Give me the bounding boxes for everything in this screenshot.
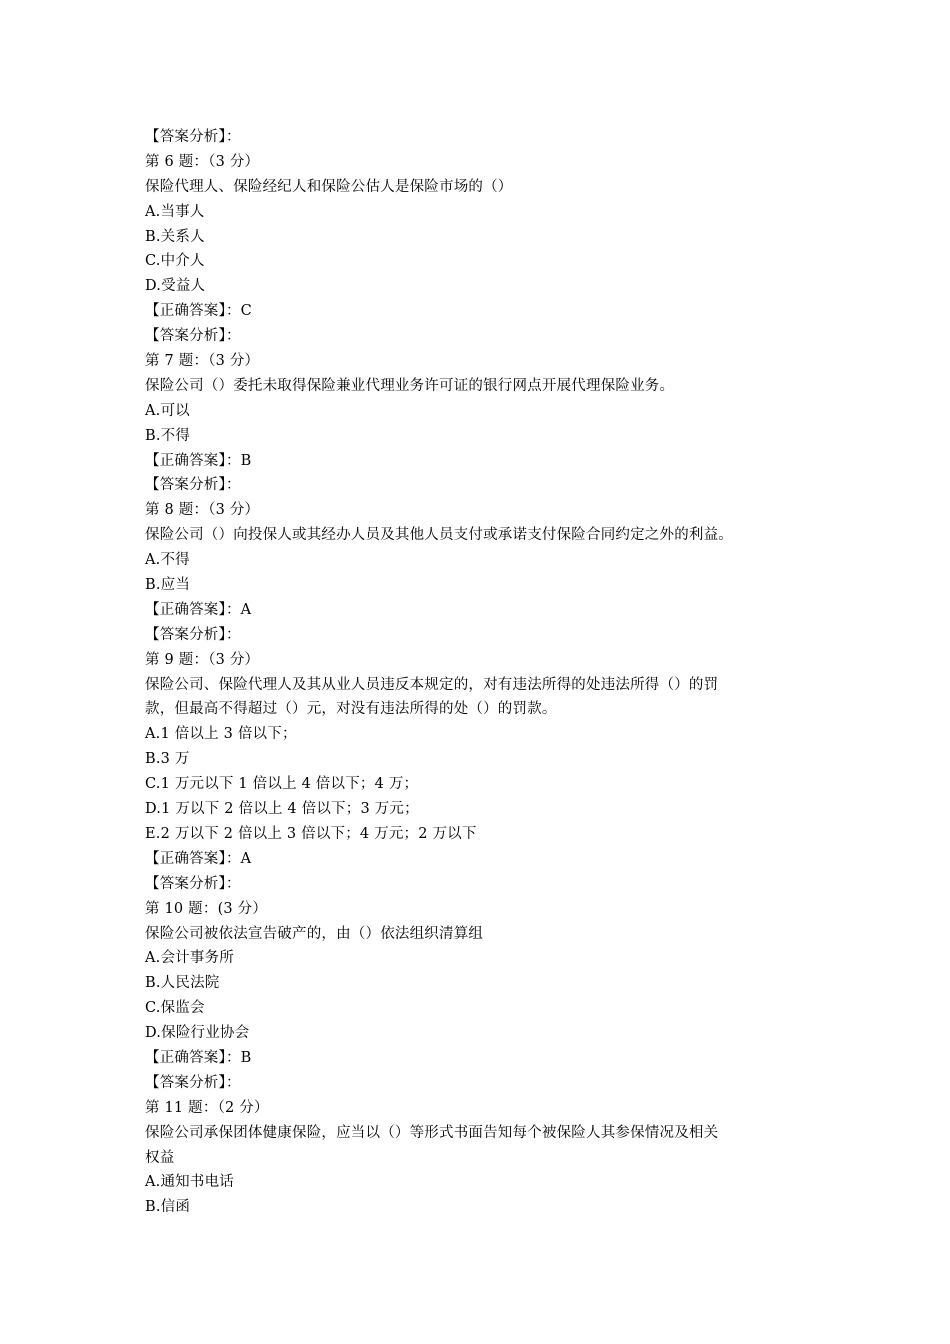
- question-text: 保险公司（）向投保人或其经办人员及其他人员支付或承诺支付保险合同约定之外的利益。: [145, 527, 733, 544]
- answer-analysis-label: 【答案分析】：: [145, 626, 241, 643]
- question-header: 第 8 题：（3 分）: [145, 502, 260, 519]
- option-item: B.应当: [145, 577, 191, 594]
- option-item: A.1 倍以上 3 倍以下；: [145, 726, 297, 743]
- option-item: B.3 万: [145, 751, 190, 768]
- question-header: 第 7 题：（3 分）: [145, 353, 260, 370]
- question-text: 保险公司、保险代理人及其从业人员违反本规定的，对有违法所得的处违法所得（）的罚: [145, 676, 719, 693]
- question-header: 第 11 题：（2 分）: [145, 1099, 269, 1116]
- correct-answer: 【正确答案】：A: [145, 850, 252, 867]
- option-item: B.信函: [145, 1199, 191, 1216]
- option-item: C.中介人: [145, 253, 205, 270]
- option-item: A.当事人: [145, 203, 205, 220]
- correct-answer: 【正确答案】：B: [145, 452, 252, 469]
- option-item: B.关系人: [145, 228, 205, 245]
- option-item: C.保监会: [145, 1000, 205, 1017]
- answer-analysis-label: 【答案分析】：: [145, 129, 241, 145]
- option-item: D.1 万以下 2 倍以上 4 倍以下；3 万元；: [145, 801, 419, 818]
- answer-analysis-label: 【答案分析】：: [145, 1074, 241, 1091]
- question-text: 保险公司被依法宣告破产的，由（）依法组织清算组: [145, 925, 484, 942]
- question-text: 保险公司（）委托未取得保险兼业代理业务许可证的银行网点开展代理保险业务。: [145, 377, 675, 394]
- option-item: A.不得: [145, 552, 190, 569]
- document-body: [145, 125, 817, 1220]
- question-header: 第 9 题：（3 分）: [145, 651, 260, 668]
- option-item: E.2 万以下 2 倍以上 3 倍以下；4 万元；2 万以下: [145, 825, 477, 842]
- answer-analysis-label: 【答案分析】：: [145, 328, 241, 345]
- question-text: 保险公司承保团体健康保险，应当以（）等形式书面告知每个被保险人其参保情况及相关: [145, 1124, 719, 1141]
- question-text: 保险代理人、保险经纪人和保险公估人是保险市场的（）: [145, 178, 513, 195]
- option-item: B.人民法院: [145, 975, 220, 992]
- option-item: B.不得: [145, 427, 191, 444]
- question-text-continued: 款，但最高不得超过（）元，对没有违法所得的处（）的罚款。: [145, 701, 557, 718]
- question-header: 第 10 题：(3 分）: [145, 900, 268, 917]
- answer-analysis-label: 【答案分析】：: [145, 875, 241, 892]
- question-header: 第 6 题：（3 分）: [145, 153, 260, 170]
- option-item: D.保险行业协会: [145, 1025, 250, 1042]
- option-item: D.受益人: [145, 278, 206, 295]
- option-item: A.会计事务所: [145, 950, 234, 967]
- correct-answer: 【正确答案】：C: [145, 303, 252, 320]
- option-item: A.可以: [145, 402, 190, 419]
- option-item: A.通知书电话: [145, 1174, 234, 1191]
- option-item: C.1 万元以下 1 倍以上 4 倍以下；4 万；: [145, 776, 419, 793]
- correct-answer: 【正确答案】：B: [145, 1049, 252, 1066]
- correct-answer: 【正确答案】：A: [145, 601, 252, 618]
- question-text-continued: 权益: [145, 1149, 175, 1166]
- answer-analysis-label: 【答案分析】：: [145, 477, 241, 494]
